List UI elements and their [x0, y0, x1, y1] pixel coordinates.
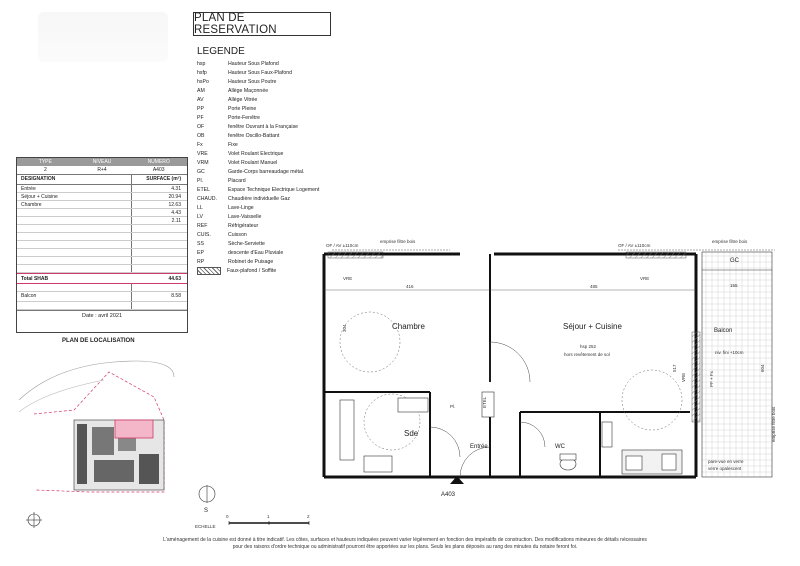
surface-header: SURFACE (m²) [146, 176, 181, 182]
legend-item [197, 96, 367, 105]
legend-label: Sèche-Serviette [228, 241, 265, 247]
compass-letter: S [204, 508, 209, 514]
value-niveau: R+4 [97, 167, 107, 173]
legend-code: ETEL [197, 187, 210, 193]
date-label: Date : avril 2021 [17, 310, 187, 320]
legend-item [197, 105, 367, 114]
legend-item [197, 69, 367, 78]
room-rows [17, 185, 187, 225]
apartment-highlight [115, 420, 153, 438]
room-sde: Sde [404, 429, 419, 438]
verre-opalescent-label: verre opalescent [708, 466, 742, 471]
room-area: 12.63 [168, 202, 181, 208]
emprise-right-label: emprise filtre bois [712, 239, 748, 244]
total-label: Total SHAB [21, 276, 49, 282]
legend-item [197, 123, 367, 132]
dim-604: 604 [760, 364, 765, 372]
legend-code: OB [197, 133, 205, 139]
room-name: Entrée [17, 185, 132, 192]
legend-code: AM [197, 88, 205, 94]
designation-header: DESIGNATION [17, 175, 132, 184]
room-balcon: Balcon [714, 328, 733, 334]
legend-code: Pl. [197, 178, 204, 184]
turning-circles [340, 312, 682, 450]
table-row [17, 209, 187, 217]
table-header-row [17, 158, 187, 166]
total-row [17, 273, 187, 284]
legend-label: Lave-Vaisselle [228, 214, 262, 220]
gc-label: GC [730, 258, 739, 264]
floor-plan [310, 232, 788, 507]
legend-item [197, 141, 367, 150]
table-row [17, 217, 187, 225]
empty-row [17, 284, 187, 292]
window-right-label: OF / AV ±110cm [618, 243, 651, 248]
disclaimer-line-2: pour des raisons d'ordre technique ou administratif pourront être apportées sur les plans. Seuls les plans déposés au rang des minutes du notaire feront foi. [232, 544, 578, 550]
legend-item [197, 150, 367, 159]
company-logo [38, 12, 168, 62]
legend-code: VRM [197, 160, 209, 166]
dim-517: 517 [672, 364, 677, 372]
legend-item [197, 186, 367, 195]
legend-label: Placard [228, 178, 246, 184]
legend-label: Volet Roulant Electrique [228, 151, 284, 157]
location-plan-title: PLAN DE LOCALISATION [62, 338, 135, 344]
legend-label: Hauteur Sous Faux-Plafond [228, 70, 293, 76]
legend-label: Garde-Corps barreaudage métal. [228, 169, 305, 175]
header-numero: NUMERO [147, 159, 170, 165]
room-sejour: Séjour + Cuisine [563, 322, 622, 331]
legend-item [197, 213, 367, 222]
disclaimer-line-1: L'aménagement de la cuisine est donné à titre indicatif. Les côtes, surfaces et hauteurs indiquées peuvent varier légèrement en fonction des impératifs de construction. Des modifications mineures de détails nécessaires [163, 537, 647, 543]
legend-item [197, 159, 367, 168]
legend-code: hsp [197, 61, 206, 67]
legend-code: CHAUD. [197, 196, 217, 202]
dim-485: 485 [590, 284, 598, 289]
interior-walls [324, 254, 690, 477]
legend-code: CUIS. [197, 232, 211, 238]
apartment-number: A403 [441, 492, 456, 498]
legend-item [197, 132, 367, 141]
table-values-row [17, 166, 187, 175]
empty-row [17, 249, 187, 257]
balcony-row [17, 292, 187, 302]
legend-label: descente d'Eau Pluviale [228, 250, 284, 256]
room-wc: WC [555, 444, 565, 450]
room-area: 4.43 [171, 210, 181, 216]
hsp-label: hsp 252 [580, 344, 597, 349]
dim-304: 304 [342, 324, 347, 332]
legend-code: Fx [197, 142, 203, 148]
legend-code: hsPo [197, 79, 209, 85]
scale-bar [195, 480, 325, 532]
legend-label: Espace Technique Electrique Logement [228, 187, 320, 193]
hatch-swatch [197, 267, 221, 275]
table-row [17, 185, 187, 193]
legend-code: LV [197, 214, 203, 220]
legend-label: fenêtre Oscillo-Battant [228, 133, 280, 139]
legend-title: LEGENDE [197, 46, 245, 57]
legend-item [197, 177, 367, 186]
legend-label: Allège Maçonnée [228, 88, 269, 94]
niv-label: niv. fini +10cm [715, 350, 744, 355]
value-numero: A403 [152, 167, 165, 173]
dim-416: 416 [406, 284, 414, 289]
legend-label: Hauteur Sous Poutre [228, 79, 277, 85]
room-name: Séjour + Cuisine [17, 193, 132, 200]
legend-code: RP [197, 259, 205, 265]
legend-code: OF [197, 124, 205, 130]
legend-hatch-label: Faux-plafond / Soffite [227, 268, 277, 274]
building-block [74, 420, 164, 490]
room-name [17, 209, 132, 216]
room-name: Chambre [17, 201, 132, 208]
legend-label: Hauteur Sous Plafond [228, 61, 279, 67]
dim-155: 155 [730, 283, 738, 288]
legend-code: hsfp [197, 70, 207, 76]
designation-header-row [17, 175, 187, 185]
legend-item [197, 87, 367, 96]
empty-row [17, 225, 187, 233]
scale-tick-0: 0 [226, 514, 229, 519]
legend-item [197, 60, 367, 69]
empty-row [17, 265, 187, 273]
legend-code: AV [197, 97, 204, 103]
exterior-walls [324, 254, 696, 477]
scale-tick-1: 1 [267, 514, 270, 519]
pf-label: PF + Fx [709, 371, 714, 387]
placard-label: Pl. [450, 404, 456, 409]
legend-label: Allège Vitrée [228, 97, 258, 103]
north-arrow [26, 512, 42, 528]
empty-row [17, 257, 187, 265]
page-title: PLAN DE RESERVATION [193, 12, 331, 36]
balcony-value: 8.58 [171, 293, 181, 299]
legend-code: PF [197, 115, 204, 121]
legend-item [197, 222, 367, 231]
window-left-label: OF / AV ±110cm [326, 243, 359, 248]
legend-label: Volet Roulant Manuel [228, 160, 278, 166]
room-chambre: Chambre [392, 322, 425, 331]
surface-summary-table [16, 157, 188, 333]
fixtures [340, 392, 682, 474]
legend-label: Lave-Linge [228, 205, 254, 211]
vre-left: VRE [343, 276, 353, 281]
table-row [17, 193, 187, 201]
etel-label: ETEL [482, 396, 487, 408]
room-area: 4.31 [171, 186, 181, 192]
empty-row [17, 241, 187, 249]
legend-code: SS [197, 241, 204, 247]
legend-label: Porte Pleine [228, 106, 257, 112]
legend-code: REF [197, 223, 208, 229]
legend-item [197, 195, 367, 204]
empty-row [17, 233, 187, 241]
legend-code: VRE [197, 151, 208, 157]
emprise-left-label: emprise filtre bois [380, 239, 416, 244]
legend-item [197, 204, 367, 213]
revetement-label: hors revêtement de sol [564, 352, 610, 357]
room-name [17, 217, 132, 224]
legend-code: GC [197, 169, 205, 175]
legend-code: PP [197, 106, 204, 112]
legend-item [197, 114, 367, 123]
legend-label: Réfrigérateur [228, 223, 259, 229]
disclaimer-footer [110, 537, 700, 551]
legend-code: EP [197, 250, 204, 256]
value-type: 2 [43, 167, 47, 173]
location-plan [14, 352, 194, 532]
legend-label: Porte-Fenêtre [228, 115, 261, 121]
legend-label: Cuisson [228, 232, 247, 238]
vre-balcony: VRE [681, 372, 686, 382]
empty-row [17, 302, 187, 310]
header-niveau: NIVEAU [92, 159, 112, 165]
room-area: 2.11 [171, 218, 181, 224]
room-area: 20.94 [168, 194, 181, 200]
legend-item [197, 168, 367, 177]
vre-right: VRE [640, 276, 650, 281]
pare-vue-label: pare-vue en verre [708, 459, 744, 464]
emprise-vertical: emprise filtre bois [771, 406, 776, 442]
legend-code: LL [197, 205, 203, 211]
scale-label: ECHELLE [195, 524, 216, 529]
total-value: 44.63 [168, 276, 181, 282]
legend-label: fenêtre Ouvrant à la Française [228, 124, 299, 130]
balcony-label: Balcon [17, 292, 132, 301]
legend-label: Fixe [228, 142, 238, 148]
legend-item [197, 78, 367, 87]
legend-label: Robinet de Puisage [228, 259, 274, 265]
legend-label: Chaudière individuelle Gaz [228, 196, 290, 202]
scale-tick-2: 2 [307, 514, 310, 519]
table-row [17, 201, 187, 209]
room-entree: Entrée [470, 444, 488, 450]
header-type: TYPE [38, 159, 52, 165]
